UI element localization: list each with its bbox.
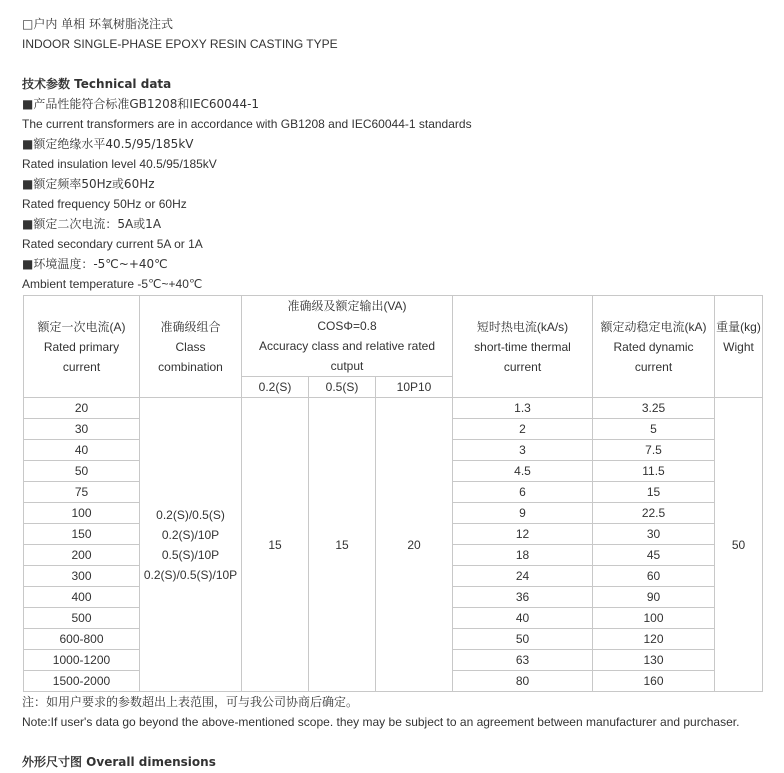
spec-line-cn: ■额定绝缘水平40.5/95/185kV — [22, 137, 194, 151]
header-class-combination: 准确级组合 Class combination — [140, 296, 242, 398]
cell-dynamic-current: 60 — [593, 566, 715, 587]
cell-dynamic-current: 100 — [593, 608, 715, 629]
dimensions-heading: 外形尺寸图 Overall dimensions — [22, 755, 216, 769]
cell-dynamic-current: 11.5 — [593, 461, 715, 482]
cell-dynamic-current: 15 — [593, 482, 715, 503]
cell-thermal-current: 24 — [453, 566, 593, 587]
cell-dynamic-current: 30 — [593, 524, 715, 545]
cell-primary-current: 600-800 — [24, 629, 140, 650]
spec-line-en: The current transformers are in accordance with GB1208 and IEC60044-1 standards — [22, 117, 472, 131]
cell-dynamic-current: 22.5 — [593, 503, 715, 524]
cell-dynamic-current: 3.25 — [593, 398, 715, 419]
cell-dynamic-current: 160 — [593, 671, 715, 692]
cell-weight: 50 — [715, 398, 763, 692]
cell-primary-current: 400 — [24, 587, 140, 608]
header-sub-02s: 0.2(S) — [242, 377, 309, 398]
cell-dynamic-current: 120 — [593, 629, 715, 650]
cell-class-combinations — [140, 398, 242, 692]
cell-thermal-current: 40 — [453, 608, 593, 629]
cell-output-02s: 15 — [242, 398, 309, 692]
class-combination-item: 0.2(S)/0.5(S)/10P — [143, 567, 238, 582]
type-line-cn: □户内 单相 环氧树脂浇注式 — [22, 17, 173, 31]
cell-thermal-current: 1.3 — [453, 398, 593, 419]
note-cn: 注：如用户要求的参数超出上表范围，可与我公司协商后确定。 — [22, 695, 359, 709]
cell-primary-current: 50 — [24, 461, 140, 482]
cell-dynamic-current: 7.5 — [593, 440, 715, 461]
header-sub-05s: 0.5(S) — [309, 377, 376, 398]
table-row — [24, 398, 763, 419]
spec-line-cn: ■额定二次电流：5A或1A — [22, 217, 162, 231]
cell-primary-current: 1500-2000 — [24, 671, 140, 692]
class-combination-item: 0.5(S)/10P — [161, 547, 220, 562]
cell-primary-current: 150 — [24, 524, 140, 545]
spec-line-cn: ■额定频率50Hz或60Hz — [22, 177, 155, 191]
header-weight: 重量(kg) Wight — [715, 296, 763, 398]
cell-primary-current: 200 — [24, 545, 140, 566]
header-primary-current: 额定一次电流(A) Rated primary current — [24, 296, 140, 398]
cell-primary-current: 1000-1200 — [24, 650, 140, 671]
cell-thermal-current: 6 — [453, 482, 593, 503]
cell-thermal-current: 36 — [453, 587, 593, 608]
cell-dynamic-current: 90 — [593, 587, 715, 608]
cell-primary-current: 20 — [24, 398, 140, 419]
cell-primary-current: 30 — [24, 419, 140, 440]
header-thermal-current: 短时热电流(kA/s) short-time thermal current — [453, 296, 593, 398]
class-combination-item: 0.2(S)/0.5(S) — [156, 507, 225, 522]
cell-primary-current: 100 — [24, 503, 140, 524]
cell-thermal-current: 63 — [453, 650, 593, 671]
spec-line-cn: ■环境温度：-5℃~+40℃ — [22, 257, 168, 271]
cell-dynamic-current: 45 — [593, 545, 715, 566]
cell-thermal-current: 12 — [453, 524, 593, 545]
spec-line-en: Rated frequency 50Hz or 60Hz — [22, 197, 187, 211]
header-sub-10p10: 10P10 — [376, 377, 453, 398]
cell-primary-current: 75 — [24, 482, 140, 503]
cell-primary-current: 500 — [24, 608, 140, 629]
cell-thermal-current: 80 — [453, 671, 593, 692]
cell-dynamic-current: 130 — [593, 650, 715, 671]
cell-thermal-current: 50 — [453, 629, 593, 650]
spec-line-cn: ■产品性能符合标准GB1208和IEC60044-1 — [22, 97, 260, 111]
cell-primary-current: 40 — [24, 440, 140, 461]
spec-line-en: Rated secondary current 5A or 1A — [22, 237, 203, 251]
spec-table — [23, 295, 763, 692]
cell-thermal-current: 18 — [453, 545, 593, 566]
header-dynamic-current: 额定动稳定电流(kA) Rated dynamic current — [593, 296, 715, 398]
technical-heading: 技术参数 Technical data — [22, 77, 172, 91]
cell-dynamic-current: 5 — [593, 419, 715, 440]
cell-output-10p10: 20 — [376, 398, 453, 692]
cell-thermal-current: 9 — [453, 503, 593, 524]
type-line-en: INDOOR SINGLE-PHASE EPOXY RESIN CASTING TYPE — [22, 37, 338, 51]
spec-line-en: Ambient temperature -5℃~+40℃ — [22, 277, 203, 291]
spec-line-en: Rated insulation level 40.5/95/185kV — [22, 157, 217, 171]
header-accuracy-output: 准确级及额定输出(VA) COSΦ=0.8 Accuracy class and relative rated cutput — [242, 296, 453, 377]
cell-thermal-current: 4.5 — [453, 461, 593, 482]
cell-output-05s: 15 — [309, 398, 376, 692]
class-combination-item: 0.2(S)/10P — [161, 527, 220, 542]
cell-primary-current: 300 — [24, 566, 140, 587]
cell-thermal-current: 2 — [453, 419, 593, 440]
note-en: Note:If user's data go beyond the above-mentioned scope. they may be subject to an agreement between manufacturer and purchaser. — [22, 715, 740, 729]
cell-thermal-current: 3 — [453, 440, 593, 461]
